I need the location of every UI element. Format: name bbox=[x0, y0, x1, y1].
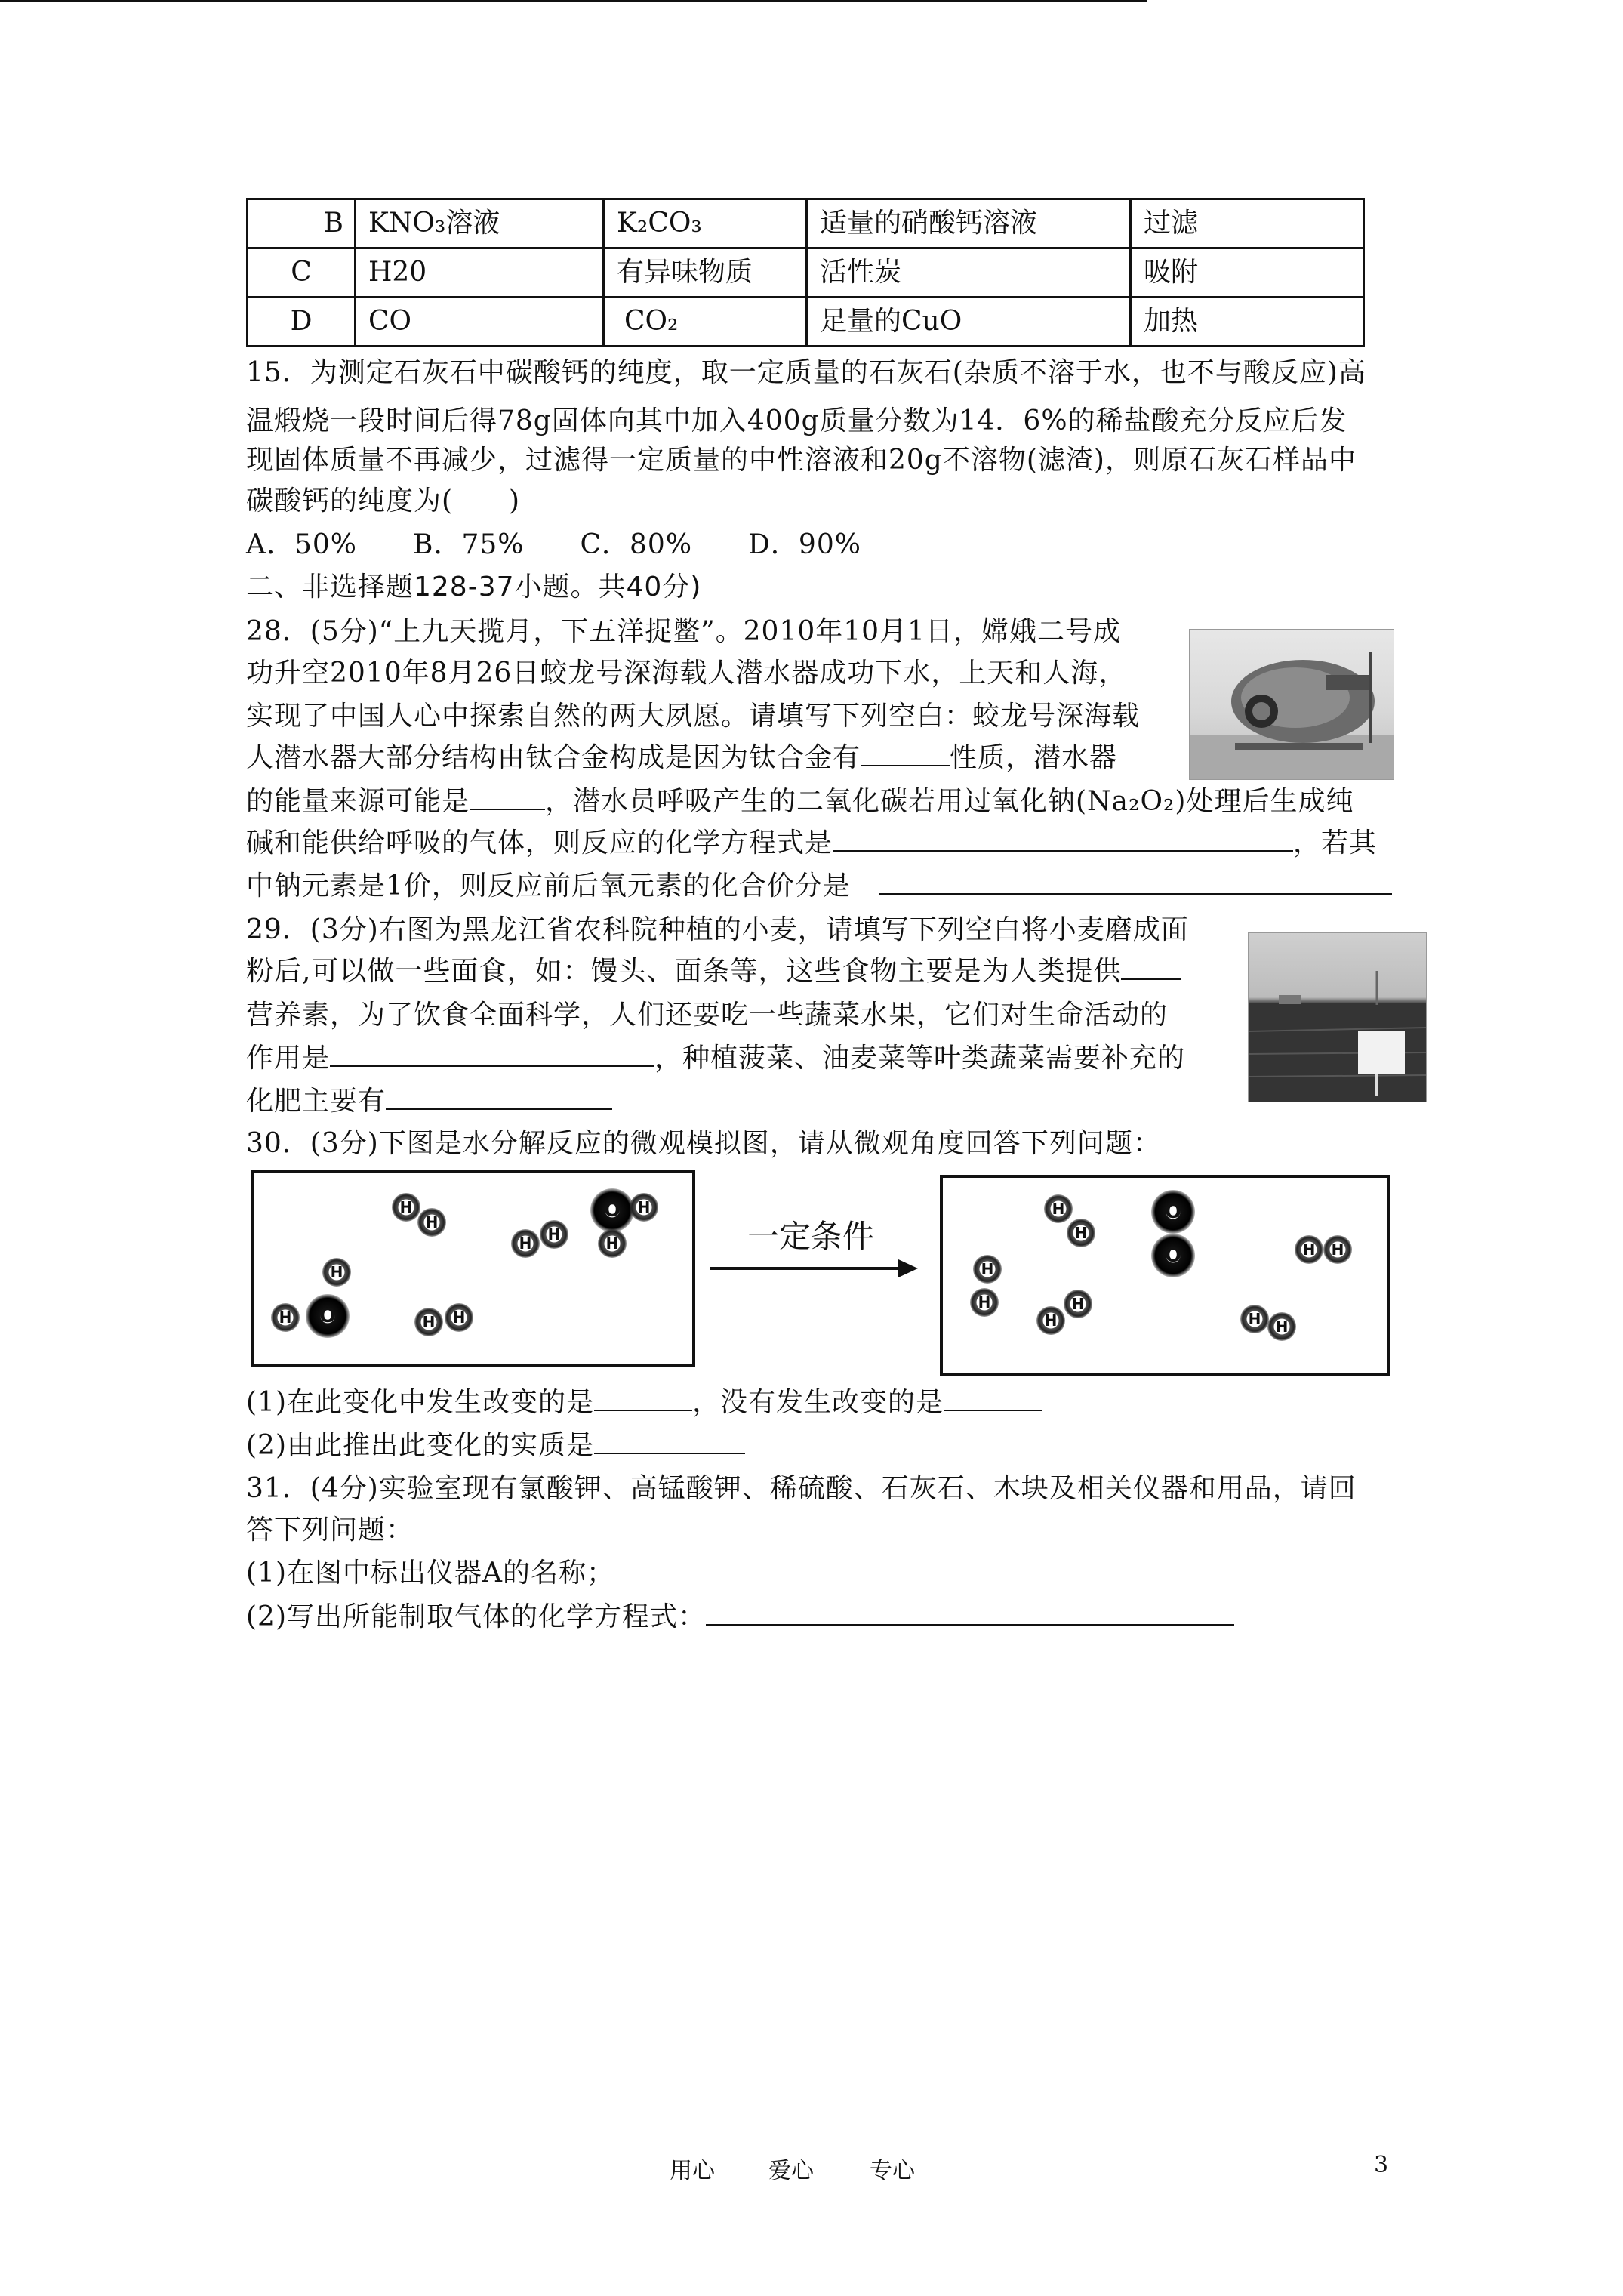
submersible-photo bbox=[1189, 629, 1394, 780]
hydrogen-atom: H bbox=[1036, 1306, 1065, 1335]
wheat-field-photo bbox=[1248, 932, 1427, 1102]
answer-blank[interactable] bbox=[594, 1424, 745, 1454]
q31-line: 答下列问题： bbox=[246, 1515, 414, 1546]
q31-line: (1)在图中标出仪器A的名称； bbox=[246, 1558, 614, 1589]
hydrogen-atom: H bbox=[511, 1229, 540, 1258]
row-key: D bbox=[248, 297, 356, 347]
q30-text: (2)由此推出此变化的实质是 bbox=[246, 1430, 594, 1461]
answer-blank[interactable] bbox=[330, 1037, 654, 1067]
q15-line: 温煅烧一段时间后得78g固体向其中加入400g质量分数为14．6%的稀盐酸充分反应后发 bbox=[246, 405, 1347, 436]
q30-sub1 bbox=[246, 1379, 1042, 1427]
q28-text: ，若其 bbox=[1293, 827, 1378, 858]
table-cell: 适量的硝酸钙溶液 bbox=[807, 199, 1131, 248]
q28-line: 功升空2010年8月26日蛟龙号深海载人潜水器成功下水，上天和人海， bbox=[246, 658, 1127, 689]
hydrogen-atom: H bbox=[970, 1288, 999, 1317]
table-cell: 加热 bbox=[1131, 297, 1364, 347]
table-cell: 过滤 bbox=[1131, 199, 1364, 248]
footer-left: 用心 bbox=[670, 2158, 715, 2184]
hydrogen-atom: H bbox=[392, 1193, 420, 1222]
hydrogen-atom: H bbox=[1064, 1290, 1092, 1318]
table-cell: 吸附 bbox=[1131, 248, 1364, 297]
q28-line bbox=[246, 862, 1392, 911]
hydrogen-atom: H bbox=[598, 1229, 627, 1258]
answer-blank[interactable] bbox=[706, 1595, 1234, 1626]
q30-sub2 bbox=[246, 1422, 745, 1470]
q29-text: 粉后,可以做一些面食，如：馒头、面条等，这些食物主要是为人类提供 bbox=[246, 956, 1122, 987]
table-cell: CO₂ bbox=[604, 297, 807, 347]
q28-line bbox=[246, 734, 1117, 782]
q31-line bbox=[246, 1593, 1234, 1641]
oxygen-atom: O bbox=[1151, 1234, 1195, 1277]
q15-line: 15．为测定石灰石中碳酸钙的纯度，取一定质量的石灰石(杂质不溶于水，也不与酸反应)高 bbox=[246, 357, 1366, 388]
reactant-box bbox=[251, 1170, 695, 1367]
page-number: 3 bbox=[1374, 2152, 1389, 2178]
oxygen-atom: O bbox=[1151, 1190, 1195, 1234]
footer-mid: 爱心 bbox=[768, 2158, 814, 2184]
q15-line: 现固体质量不再减少，过滤得一定质量的中性溶液和20g不溶物(滤渣)，则原石灰石样品中 bbox=[246, 445, 1357, 476]
product-box bbox=[940, 1175, 1390, 1376]
hydrogen-atom: H bbox=[540, 1220, 568, 1249]
q29-text: 化肥主要有 bbox=[246, 1086, 387, 1117]
hydrogen-atom: H bbox=[414, 1308, 443, 1336]
oxygen-atom: O bbox=[306, 1294, 350, 1338]
q28-text: 中钠元素是1价，则反应前后氧元素的化合价分是 bbox=[246, 871, 851, 901]
q29-line bbox=[246, 1034, 1185, 1083]
table-cell: 活性炭 bbox=[807, 248, 1131, 297]
answer-blank[interactable] bbox=[944, 1381, 1042, 1411]
hydrogen-atom: H bbox=[417, 1208, 446, 1237]
q29-line: 营养素，为了饮食全面科学，人们还要吃一些蔬菜水果，它们对生命活动的 bbox=[246, 1000, 1169, 1031]
row-key: B bbox=[248, 199, 356, 248]
options-table bbox=[246, 198, 1365, 347]
hydrogen-atom: H bbox=[973, 1255, 1002, 1284]
q28-text: 碱和能供给呼吸的气体，则反应的化学方程式是 bbox=[246, 827, 833, 858]
q28-text: 的能量来源可能是 bbox=[246, 786, 470, 817]
hydrogen-atom: H bbox=[1267, 1312, 1296, 1341]
footer-right: 专心 bbox=[870, 2158, 915, 2184]
table-cell: KNO₃溶液 bbox=[356, 199, 604, 248]
wheat-field-illustration bbox=[1249, 933, 1426, 1102]
q28-line: 实现了中国人心中探索自然的两大夙愿。请填写下列空白：蛟龙号深海载 bbox=[246, 701, 1141, 732]
q28-line: 28．(5分)“上九天揽月，下五洋捉鳖”。2010年10月1日，嫦娥二号成 bbox=[246, 616, 1121, 647]
hydrogen-atom: H bbox=[445, 1303, 473, 1332]
table-cell: CO bbox=[356, 297, 604, 347]
row-key: C bbox=[248, 248, 356, 297]
hydrogen-atom: H bbox=[1295, 1235, 1323, 1264]
hydrogen-atom: H bbox=[1067, 1219, 1095, 1247]
q29-text: ，种植菠菜、油麦菜等叶类蔬菜需要补充的 bbox=[654, 1043, 1186, 1074]
q28-text: 性质，潜水器 bbox=[950, 742, 1118, 773]
q28-text: ，潜水员呼吸产生的二氧化碳若用过氧化钠(Na₂O₂)处理后生成纯 bbox=[545, 786, 1354, 817]
q29-line: 29．(3分)右图为黑龙江省农科院种植的小麦，请填写下列空白将小麦磨成面 bbox=[246, 914, 1189, 945]
answer-blank[interactable] bbox=[470, 780, 545, 810]
table-row bbox=[248, 199, 1364, 248]
answer-blank[interactable] bbox=[386, 1080, 612, 1110]
answer-blank[interactable] bbox=[594, 1381, 692, 1411]
answer-blank[interactable] bbox=[879, 864, 1392, 895]
hydrogen-atom: H bbox=[1044, 1194, 1073, 1223]
hydrogen-atom: H bbox=[1323, 1235, 1352, 1264]
table-cell: H20 bbox=[356, 248, 604, 297]
answer-blank[interactable] bbox=[861, 736, 950, 766]
q29-line bbox=[246, 948, 1181, 996]
q29-text: 作用是 bbox=[246, 1043, 331, 1074]
table-row bbox=[248, 248, 1364, 297]
table-cell: K₂CO₃ bbox=[604, 199, 807, 248]
table-cell: 足量的CuO bbox=[807, 297, 1131, 347]
answer-blank[interactable] bbox=[833, 821, 1293, 852]
oxygen-atom: O bbox=[590, 1188, 634, 1232]
section-heading: 二、非选择题128-37小题。共40分) bbox=[246, 572, 702, 603]
table-cell: 有异味物质 bbox=[604, 248, 807, 297]
hydrogen-atom: H bbox=[271, 1303, 300, 1332]
q31-line: 31．(4分)实验室现有氯酸钾、高锰酸钾、稀硫酸、石灰石、木块及相关仪器和用品，请回 bbox=[246, 1473, 1357, 1504]
q31-text: (2)写出所能制取气体的化学方程式： bbox=[246, 1601, 706, 1632]
submersible-illustration bbox=[1190, 630, 1394, 779]
table-row bbox=[248, 297, 1364, 347]
q30-title: 30．(3分)下图是水分解反应的微观模拟图，请从微观角度回答下列问题： bbox=[246, 1128, 1161, 1159]
reaction-arrow bbox=[710, 1253, 921, 1284]
hydrogen-atom: H bbox=[1240, 1305, 1269, 1333]
hydrogen-atom: H bbox=[322, 1258, 351, 1287]
q30-text: ，没有发生改变的是 bbox=[692, 1387, 944, 1418]
q30-text: (1)在此变化中发生改变的是 bbox=[246, 1387, 594, 1418]
hydrogen-atom: H bbox=[630, 1193, 658, 1222]
header-rule bbox=[0, 0, 1147, 2]
q28-text: 人潜水器大部分结构由钛合金构成是因为钛合金有 bbox=[246, 742, 861, 773]
q29-line bbox=[246, 1077, 612, 1126]
q15-options: A．50% B．75% C．80% D．90% bbox=[246, 529, 861, 560]
q28-line bbox=[246, 819, 1377, 868]
reaction-condition: 一定条件 bbox=[747, 1218, 875, 1255]
answer-blank[interactable] bbox=[1121, 950, 1181, 980]
q15-line: 碳酸钙的纯度为( ) bbox=[246, 485, 521, 516]
